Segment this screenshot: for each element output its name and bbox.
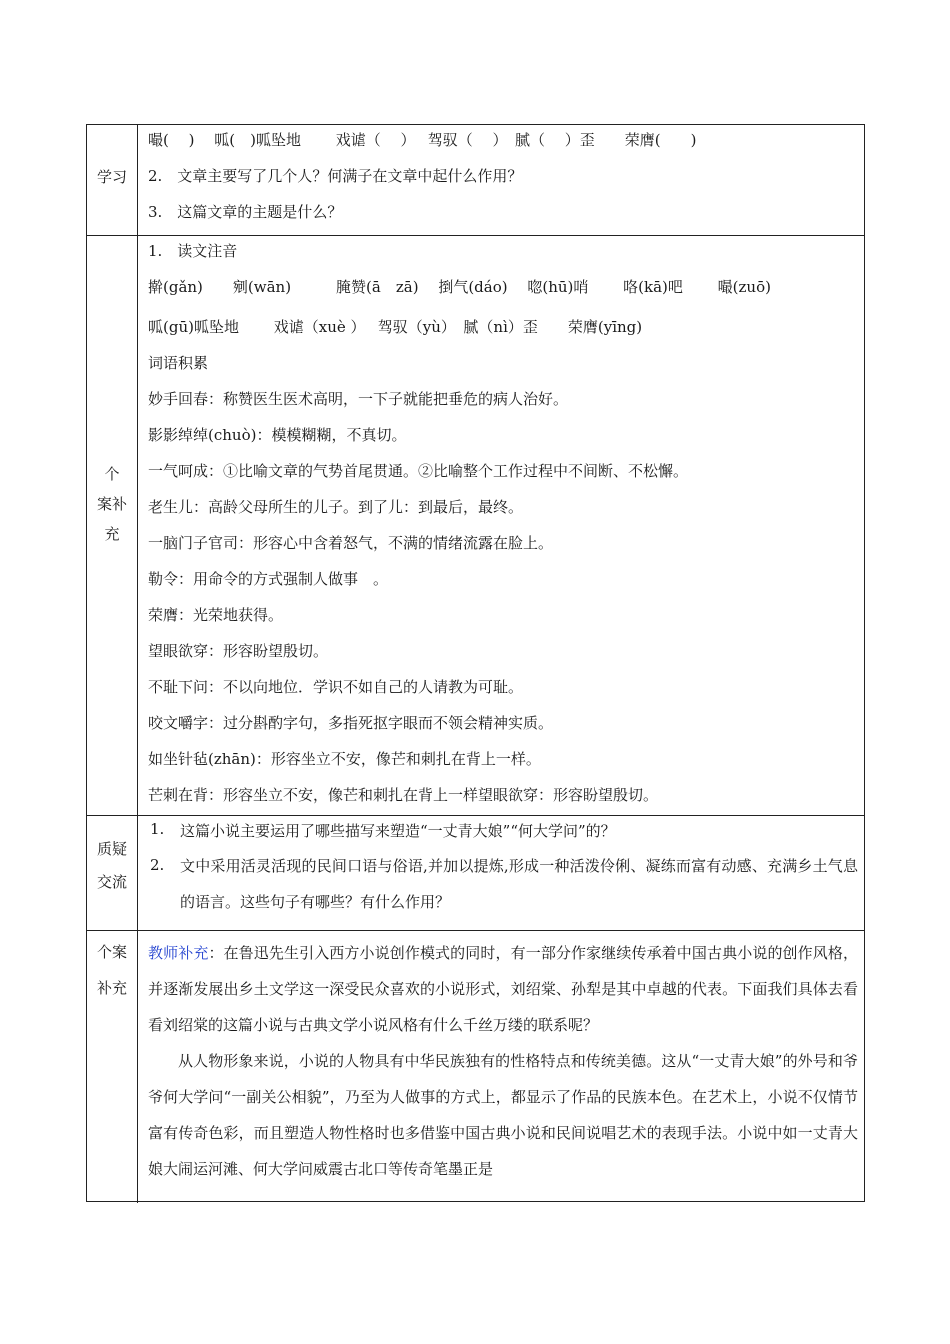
case1-label-cell xyxy=(87,236,138,815)
study-row xyxy=(87,125,864,236)
case2-content xyxy=(138,931,864,1203)
vocab-item: 不耻下问：不以向地位．学识不如自己的人请教为可耻。 xyxy=(148,678,524,696)
qa-question-2: 文中采用活灵活现的民间口语与俗语,并加以提炼,形成一种活泼伶俐、凝练而富有动感、充满乡土气息的语言。这些句子有哪些？有什么作用？ xyxy=(180,857,858,911)
worksheet-table xyxy=(86,124,865,1202)
case-row-1 xyxy=(87,236,864,816)
vocab-item: 勒令：用命令的方式强制人做事 。 xyxy=(148,570,389,588)
vocab-item: 如坐针毡(zhān)：形容坐立不安，像芒和刺扎在背上一样。 xyxy=(148,750,541,768)
study-pinyin-blanks: 嘬( ) 呱( )呱坠地 戏谑（ ） 驾驭（ ） 腻（ ）歪 荣膺( ) xyxy=(148,131,697,149)
qa-content xyxy=(138,816,864,930)
case1-content xyxy=(138,236,864,815)
qa-label-2: 交流 xyxy=(96,873,127,891)
vocab-item: 老生儿：高龄父母所生的儿子。到了儿：到最后，最终。 xyxy=(148,498,524,516)
vocab-item: 望眼欲穿：形容盼望殷切。 xyxy=(148,642,329,660)
case2-label-2: 补充 xyxy=(96,979,127,997)
qa-number-2: 2. xyxy=(150,856,165,874)
study-label-cell xyxy=(87,125,138,235)
vocab-item: 芒刺在背：形容坐立不安，像芒和刺扎在背上一样望眼欲穿：形容盼望殷切。 xyxy=(148,786,659,804)
qa-question-1: 这篇小说主要运用了哪些描写来塑造“一丈青大娘”“何大学问”的？ xyxy=(180,822,616,840)
study-content xyxy=(138,125,864,235)
study-label: 学习 xyxy=(96,168,127,186)
teacher-supplement-label: 教师补充 xyxy=(148,944,209,962)
teacher-paragraph-1 xyxy=(148,935,858,1043)
vocab-item: 妙手回春：称赞医生医术高明，一下子就能把垂危的病人治好。 xyxy=(148,390,569,408)
case1-label-2: 案补 xyxy=(96,495,127,513)
pinyin-line-2: 呱(gū)呱坠地 戏谑（xuè ） 驾驭（yù） 腻（nì）歪 荣膺(yīng) xyxy=(148,318,643,336)
vocab-item: 荣膺：光荣地获得。 xyxy=(148,606,284,624)
teacher-paragraph-2: 从人物形象来说，小说的人物具有中华民族独有的性格特点和传统美德。这从“一丈青大娘”的外号和爷爷何大学问“一副关公相貌”，乃至为人做事的方式上，都显示了作品的民族本色。在艺术上，小说不仅情节富有传奇色彩，而且塑造人物性格时也多借鉴中国古典小说和民间说唱艺术的表现手法。小说中如一丈青大娘大闹运河滩、何大学问威震古北口等传奇笔墨正是 xyxy=(148,1052,858,1178)
pinyin-line-1: 擀(gǎn) 剜(wān) 腌赞(ā zā) 捯气(dáo) 唿(hū)哨 咯(kā)吧 嘬(zuō) xyxy=(148,278,771,296)
qa-number-1: 1. xyxy=(150,820,165,838)
case-row-2 xyxy=(87,931,864,1203)
case2-label-cell xyxy=(87,931,138,1203)
teacher-paragraph-1-text: ：在鲁迅先生引入西方小说创作模式的同时，有一部分作家继续传承着中国古典小说的创作风格，并逐渐发展出乡土文学这一深受民众喜欢的小说形式，刘绍棠、孙犁是其中卓越的代表。下面我们具体去看看刘绍棠的这篇小说与古典文学小说风格有什么千丝万缕的联系呢？ xyxy=(148,944,858,1034)
case1-label-3: 充 xyxy=(104,525,120,543)
vocab-item: 一脑门子官司：形容心中含着怒气，不满的情绪流露在脸上。 xyxy=(148,534,554,552)
study-question-2: 2. 文章主要写了几个人？何满子在文章中起什么作用？ xyxy=(148,167,523,185)
qa-label-cell xyxy=(87,816,138,930)
qa-label-1: 质疑 xyxy=(96,840,127,858)
vocab-item: 影影绰绰(chuò)：模模糊糊，不真切。 xyxy=(148,426,407,444)
vocab-item: 咬文嚼字：过分斟酌字句，多指死抠字眼而不领会精神实质。 xyxy=(148,714,554,732)
case2-label-1: 个案 xyxy=(96,943,127,961)
vocab-title: 词语积累 xyxy=(148,354,209,372)
vocab-item: 一气呵成：①比喻文章的气势首尾贯通。②比喻整个工作过程中不间断、不松懈。 xyxy=(148,462,689,480)
case1-label-1: 个 xyxy=(104,465,120,483)
qa-row xyxy=(87,816,864,931)
reading-title: 1. 读文注音 xyxy=(148,242,238,260)
study-question-3: 3. 这篇文章的主题是什么？ xyxy=(148,203,343,221)
